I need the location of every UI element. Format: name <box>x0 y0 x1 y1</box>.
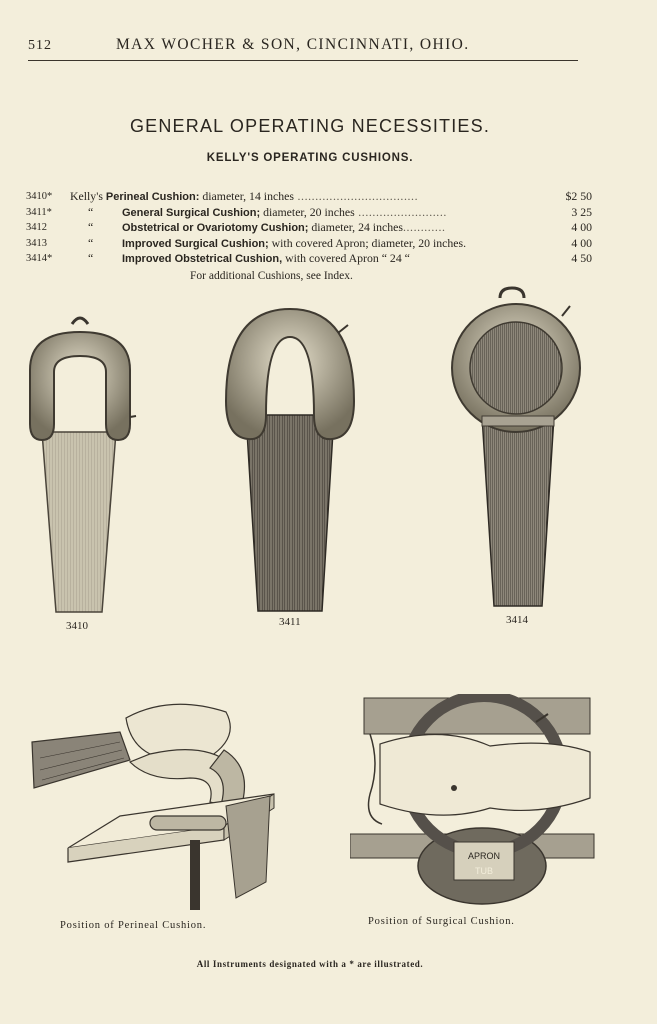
catalog-number: 3411* <box>26 206 52 218</box>
subsection-title: KELLY'S OPERATING CUSHIONS. <box>206 152 414 164</box>
catalog-name: General Surgical Cushion; <box>122 206 261 219</box>
index-note: For additional Cushions, see Index. <box>190 270 353 282</box>
page-number: 512 <box>28 38 52 53</box>
catalog-row <box>26 220 592 236</box>
section-title: GENERAL OPERATING NECESSITIES. <box>129 116 491 136</box>
catalog-name: Improved Surgical Cushion; <box>122 237 269 250</box>
catalog-prefix: Kelly's <box>70 189 106 203</box>
catalog-desc: with covered Apron “ 24 “ <box>282 251 410 265</box>
surgical-position-illustration <box>350 694 596 908</box>
catalog-price: 4 00 <box>571 220 592 234</box>
footer-note: All Instruments designated with a * are illustrated. <box>196 959 424 969</box>
catalog-product <box>122 205 447 222</box>
figure-label-3411: 3411 <box>279 616 301 628</box>
catalog-price: $2 50 <box>565 189 592 203</box>
ditto-mark: “ <box>88 204 94 219</box>
figure-label-3414: 3414 <box>506 614 528 626</box>
catalog-name: Improved Obstetrical Cushion, <box>122 253 283 265</box>
catalog-row <box>26 251 592 267</box>
catalog-desc: with covered Apron; diameter, 20 inches. <box>268 235 467 250</box>
catalog-product <box>122 236 466 253</box>
catalog-list <box>26 189 592 267</box>
catalog-number: 3410* <box>26 191 53 202</box>
catalog-product <box>70 189 418 206</box>
ditto-mark: “ <box>88 251 94 265</box>
catalog-price: 3 25 <box>571 204 592 219</box>
leader-dots: .................................. <box>293 189 419 203</box>
tub-label: TUB <box>475 866 493 876</box>
catalog-name: Perineal Cushion: <box>105 191 200 203</box>
leader-dots: ......................... <box>354 204 447 219</box>
caption-perineal-position: Position of Perineal Cushion. <box>60 920 207 931</box>
perineal-position-illustration <box>30 698 278 914</box>
catalog-row <box>26 189 592 205</box>
ditto-mark: “ <box>88 220 94 234</box>
ditto-mark: “ <box>88 235 94 250</box>
catalog-desc: diameter, 24 inches <box>308 220 403 234</box>
catalog-desc: diameter, 20 inches <box>260 204 355 219</box>
caption-surgical-position: Position of Surgical Cushion. <box>368 916 515 927</box>
catalog-row <box>26 236 592 252</box>
perineal-cushion-illustration <box>22 312 142 620</box>
surgical-cushion-illustration <box>222 305 358 617</box>
catalog-product <box>122 220 446 237</box>
apron-label: APRON <box>467 851 501 861</box>
figure-label-3410: 3410 <box>66 620 88 632</box>
catalog-number: 3412 <box>26 222 47 233</box>
catalog-number: 3413 <box>26 237 47 249</box>
catalog-price: 4 00 <box>571 235 592 250</box>
leader-dots: ............ <box>402 220 446 234</box>
page-header <box>28 36 578 61</box>
catalog-row <box>26 205 592 221</box>
catalog-number: 3414* <box>26 253 53 264</box>
catalog-name: Obstetrical or Ovariotomy Cushion; <box>122 222 309 234</box>
catalog-price: 4 50 <box>571 251 592 265</box>
catalog-product <box>122 251 410 268</box>
catalog-desc: diameter, 14 inches <box>199 189 294 203</box>
running-head: MAX WOCHER & SON, CINCINNATI, OHIO. <box>116 36 470 53</box>
obstetrical-cushion-illustration <box>438 286 594 612</box>
